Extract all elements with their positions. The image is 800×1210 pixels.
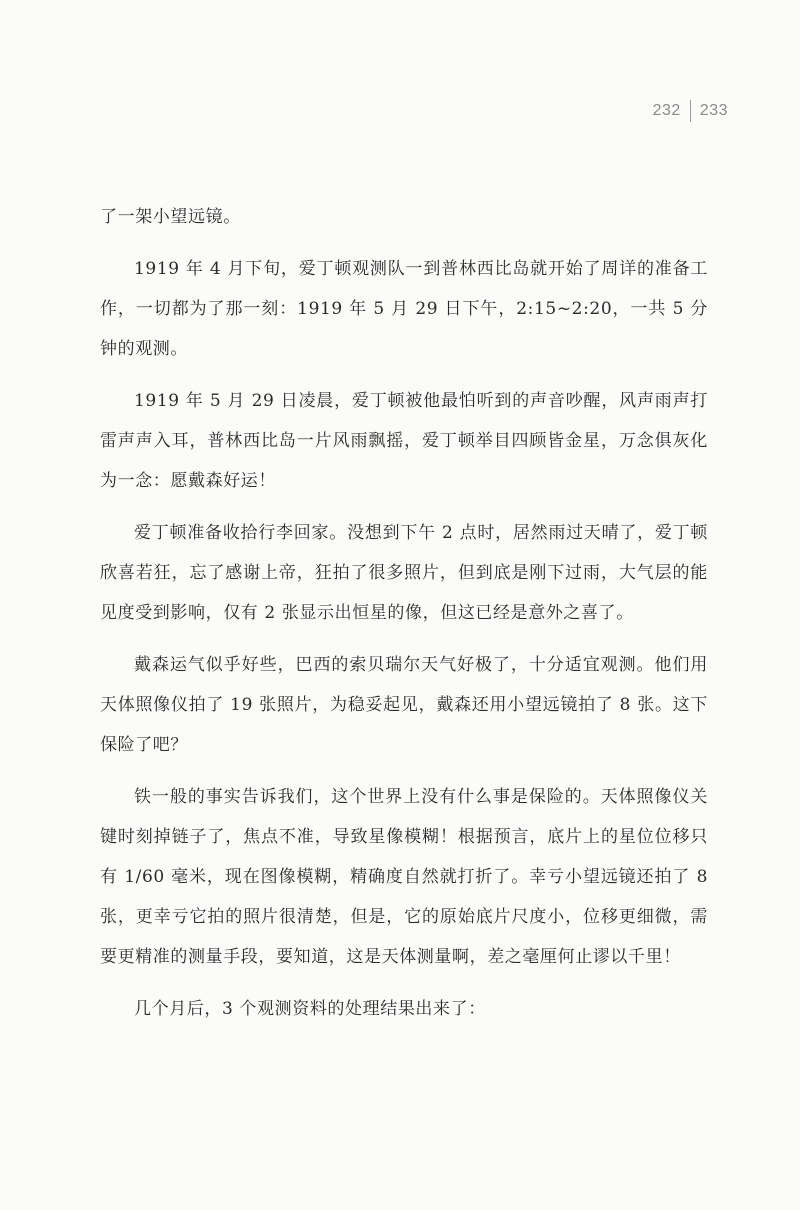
page-number-right: 233: [699, 102, 728, 119]
paragraph: 铁一般的事实告诉我们，这个世界上没有什么事是保险的。天体照像仪关键时刻掉链子了，焦点不准，导致星像模糊！根据预言，底片上的星位位移只有 1/60 毫米，现在图像模糊，精确度自然就打折了。幸亏小望远镜还拍了 8 张，更幸亏它拍的照片很清楚，但是，它的原始底片尺度小，位移更细微，需要更精准的测量手段，要知道，这是天体测量啊，差之毫厘何止谬以千里！: [100, 787, 708, 967]
page-number-divider: [690, 100, 691, 122]
paragraph: 1919 年 4 月下旬，爱丁顿观测队一到普林西比岛就开始了周详的准备工作，一切都为了那一刻：1919 年 5 月 29 日下午，2:15~2:20，一共 5 分钟的观测。: [100, 259, 708, 359]
paragraph: 几个月后，3 个观测资料的处理结果出来了：: [134, 999, 486, 1019]
text-body: [100, 197, 708, 1041]
page-number: [653, 100, 728, 122]
page-number-left: 232: [652, 102, 681, 119]
paragraph: 戴森运气似乎好些，巴西的索贝瑞尔天气好极了，十分适宜观测。他们用天体照像仪拍了 19 张照片，为稳妥起见，戴森还用小望远镜拍了 8 张。这下保险了吧？: [100, 655, 708, 755]
paragraph: 了一架小望远镜。: [100, 207, 241, 227]
paragraph: 1919 年 5 月 29 日凌晨，爱丁顿被他最怕听到的声音吵醒，风声雨声打雷声声入耳，普林西比岛一片风雨飘摇，爱丁顿举目四顾皆金星，万念俱灰化为一念：愿戴森好运！: [100, 391, 708, 491]
paragraph: 爱丁顿准备收拾行李回家。没想到下午 2 点时，居然雨过天晴了，爱丁顿欣喜若狂，忘了感谢上帝，狂拍了很多照片，但到底是刚下过雨，大气层的能见度受到影响，仅有 2 张显示出恒星的像，但这已经是意外之喜了。: [100, 523, 708, 623]
